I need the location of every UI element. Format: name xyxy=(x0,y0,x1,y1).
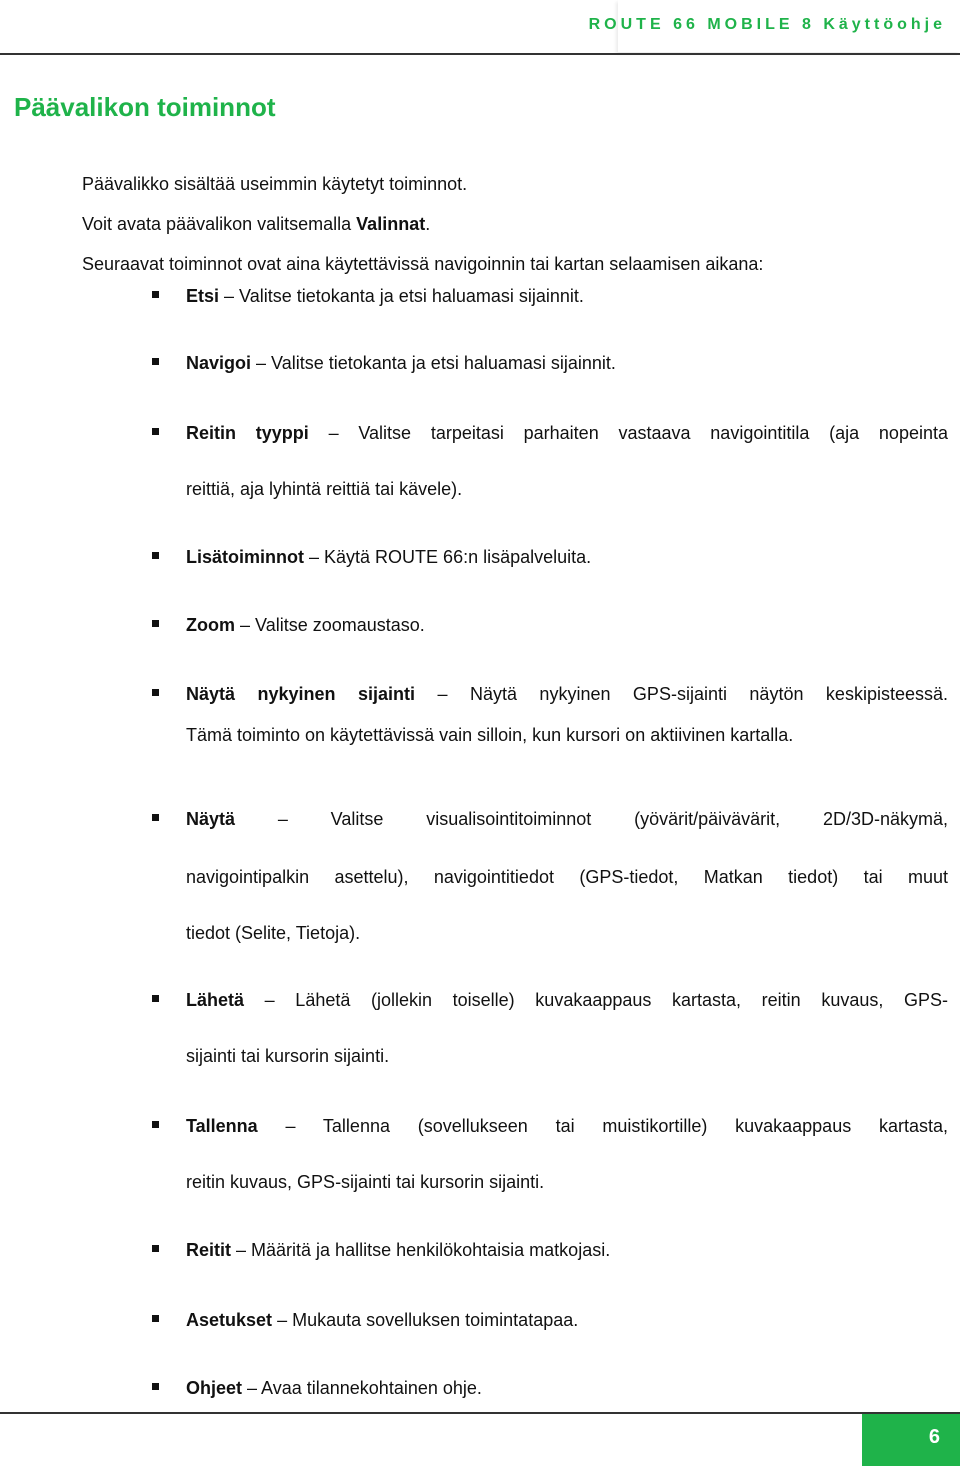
list-item-term: Asetukset xyxy=(186,1310,273,1330)
list-item-text: – Valitse zoomaustaso. xyxy=(240,615,425,635)
bullet-icon xyxy=(152,358,159,365)
list-item-line xyxy=(186,990,948,1046)
list-item-nayta-sijainti xyxy=(186,684,948,746)
list-item-text: – Käytä ROUTE 66:n lisäpalveluita. xyxy=(309,547,592,567)
list-item-text: – Valitse tietokanta ja etsi haluamasi sijainnit. xyxy=(256,353,616,373)
bullet-icon xyxy=(152,291,159,298)
bullet-icon xyxy=(152,1315,159,1322)
list-item-line xyxy=(186,809,948,867)
intro-line-2-bold: Valinnat xyxy=(356,214,426,234)
list-item-term: Reitin tyyppi xyxy=(186,423,309,443)
list-item-term: Reitit xyxy=(186,1240,231,1260)
list-item-line-2: reittiä, aja lyhintä reittiä tai kävele). xyxy=(186,479,463,499)
document-header-title: ROUTE 66 MOBILE 8 Käyttöohje xyxy=(588,16,946,33)
intro-line-2-prefix: Voit avata päävalikon valitsemalla xyxy=(82,214,357,234)
list-item-text: – Valitse visualisointitoiminnot (yövärit/päivävärit, 2D/3D-näkymä, xyxy=(277,809,948,829)
list-item-line xyxy=(186,1240,948,1261)
list-item-term: Lisätoiminnot xyxy=(186,547,304,567)
list-item-line xyxy=(186,353,948,374)
list-item-term: Ohjeet xyxy=(186,1378,243,1398)
list-item-text: – Lähetä (jollekin toiselle) kuvakaappaus kartasta, reitin kuvaus, GPS- xyxy=(264,990,948,1010)
intro-line-1: Päävalikko sisältää useimmin käytetyt toiminnot. xyxy=(82,174,468,194)
bullet-icon xyxy=(152,428,159,435)
bullet-icon xyxy=(152,1121,159,1128)
list-item-zoom xyxy=(186,615,948,636)
list-item-line xyxy=(186,1116,948,1172)
list-item-lisatoiminnot xyxy=(186,547,948,568)
list-item-text: – Valitse tarpeitasi parhaiten vastaava navigointitila (aja nopeinta xyxy=(328,423,948,443)
list-item-line xyxy=(186,286,948,307)
bullet-icon xyxy=(152,1383,159,1390)
bullet-icon xyxy=(152,689,159,696)
page-number-box xyxy=(862,1414,960,1466)
list-item-term: Näytä nykyinen sijainti xyxy=(186,684,415,704)
bullet-icon xyxy=(152,995,159,1002)
list-item-text: – Avaa tilannekohtainen ohje. xyxy=(247,1378,482,1398)
list-item-line-2: reitin kuvaus, GPS-sijainti tai kursorin sijainti. xyxy=(186,1172,545,1192)
list-item-line-3: tiedot (Selite, Tietoja). xyxy=(186,923,361,943)
page-title: Päävalikon toiminnot xyxy=(14,92,276,122)
page-number: 6 xyxy=(928,1426,940,1448)
list-item-text: – Valitse tietokanta ja etsi haluamasi sijainnit. xyxy=(224,286,584,306)
bullet-icon xyxy=(152,1245,159,1252)
list-item-line xyxy=(186,1378,948,1399)
list-item-line-2: navigointipalkin asettelu), navigointitiedot (GPS-tiedot, Matkan tiedot) tai muut xyxy=(186,867,948,887)
list-item-line xyxy=(186,1310,948,1331)
list-item-navigoi xyxy=(186,353,948,374)
list-item-term: Lähetä xyxy=(186,990,245,1010)
list-item-text: – Määritä ja hallitse henkilökohtaisia matkojasi. xyxy=(236,1240,611,1260)
list-item-text: – Mukauta sovelluksen toimintatapaa. xyxy=(277,1310,579,1330)
intro-line-2-suffix: . xyxy=(425,214,431,234)
list-item-text: – Tallenna (sovellukseen tai muistikortille) kuvakaappaus kartasta, xyxy=(285,1116,948,1136)
list-item-asetukset xyxy=(186,1310,948,1331)
list-item-term: Näytä xyxy=(186,809,236,829)
list-item-line xyxy=(186,547,948,568)
list-item-ohjeet xyxy=(186,1378,948,1399)
list-item-etsi xyxy=(186,286,948,307)
list-item-term: Etsi xyxy=(186,286,220,306)
list-item-text: – Näytä nykyinen GPS-sijainti näytön keskipisteessä. xyxy=(437,684,948,704)
list-item-laheta xyxy=(186,990,948,1067)
list-item-line xyxy=(186,423,948,479)
list-item-tallenna xyxy=(186,1116,948,1193)
bullet-icon xyxy=(152,814,159,821)
bullet-icon xyxy=(152,620,159,627)
intro-line-3: Seuraavat toiminnot ovat aina käytettävissä navigoinnin tai kartan selaamisen aikana: xyxy=(82,254,764,274)
list-item-term: Tallenna xyxy=(186,1116,258,1136)
list-item-line xyxy=(186,615,948,636)
list-item-term: Zoom xyxy=(186,615,235,635)
list-item-term: Navigoi xyxy=(186,353,252,373)
list-item-line-2: sijainti tai kursorin sijainti. xyxy=(186,1046,390,1066)
footer-divider xyxy=(0,1412,960,1414)
bullet-icon xyxy=(152,552,159,559)
list-item-line-2: Tämä toiminto on käytettävissä vain silloin, kun kursori on aktiivinen kartalla. xyxy=(186,725,794,745)
list-item-reitit xyxy=(186,1240,948,1261)
list-item-nayta xyxy=(186,809,948,944)
list-item-reitin-tyyppi xyxy=(186,423,948,500)
